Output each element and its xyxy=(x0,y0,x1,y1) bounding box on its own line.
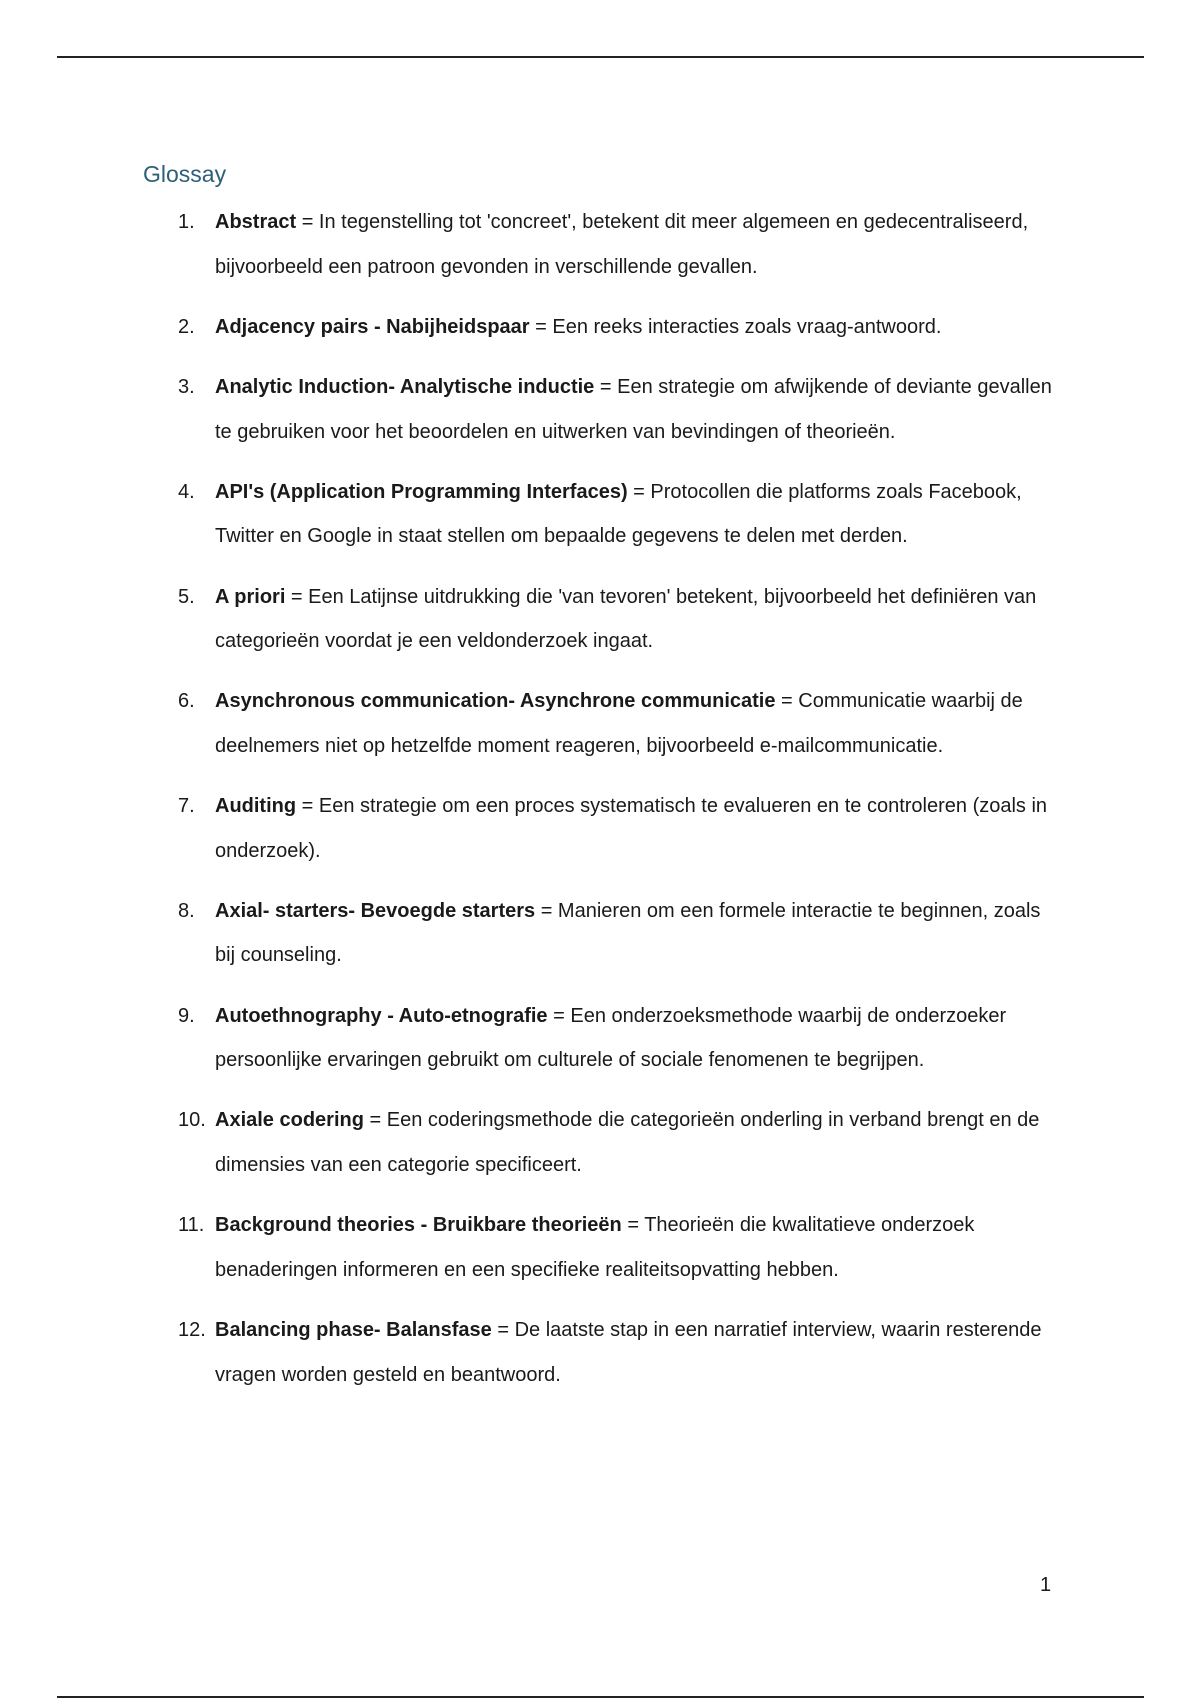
entry-term: Abstract xyxy=(215,211,297,233)
entry-term: Analytic Induction- Analytische inductie xyxy=(215,375,595,398)
entry-number: 2. xyxy=(178,315,195,338)
entry-term: API's (Application Programming Interfaces) xyxy=(215,480,628,503)
entry-definition: = Een Latijnse uitdrukking die 'van tevoren' betekent, bijvoorbeeld het definiëren van categorieën voordat je een veldonderzoek ingaat. xyxy=(215,585,1037,653)
page-number: 1 xyxy=(1040,1574,1052,1596)
entry-definition: = De laatste stap in een narratief interview, waarin resterende vragen worden gesteld en beantwoord. xyxy=(215,1319,1042,1386)
glossary-entry xyxy=(0,994,1060,1083)
entry-number: 8. xyxy=(178,899,195,922)
entry-number: 11. xyxy=(178,1214,205,1237)
glossary-entry xyxy=(0,1203,1060,1292)
glossary-entry xyxy=(0,305,1060,350)
glossary-entry xyxy=(0,1098,1060,1187)
entry-definition: = Een reeks interacties zoals vraag-antwoord. xyxy=(529,315,942,338)
glossary-entry xyxy=(0,200,1060,289)
entry-number: 4. xyxy=(178,480,195,503)
entry-definition: = Protocollen die platforms zoals Facebook, Twitter en Google in staat stellen om bepaalde gegevens te delen met derden. xyxy=(215,480,1022,548)
entry-definition: = Een coderingsmethode die categorieën onderling in verband brengt en de dimensies van een categorie specificeert. xyxy=(215,1109,1040,1177)
entry-number: 1. xyxy=(178,211,195,233)
glossary-entry xyxy=(0,889,1060,978)
glossary-entry xyxy=(0,784,1060,873)
glossary-list xyxy=(0,200,1200,1413)
top-rule xyxy=(57,56,1144,58)
entry-number: 10. xyxy=(178,1109,206,1132)
entry-definition: = Een strategie om een proces systematisch te evalueren en te controleren (zoals in onderzoek). xyxy=(215,795,1048,862)
entry-number: 6. xyxy=(178,690,195,713)
entry-term: Balancing phase- Balansfase xyxy=(215,1319,492,1341)
glossary-heading: Glossay xyxy=(143,161,227,187)
entry-number: 5. xyxy=(178,585,195,608)
glossary-entry xyxy=(0,679,1060,768)
entry-term: A priori xyxy=(215,585,286,608)
entry-definition: = In tegenstelling tot 'concreet', betekent dit meer algemeen en gedecentraliseerd, bijvoorbeeld een patroon gevonden in verschillende gevallen. xyxy=(215,211,1029,278)
glossary-entry xyxy=(0,470,1060,559)
entry-number: 12. xyxy=(178,1319,206,1341)
entry-term: Asynchronous communication- Asynchrone communicatie xyxy=(215,690,776,713)
entry-term: Axiale codering xyxy=(215,1109,364,1132)
glossary-entry xyxy=(0,575,1060,664)
entry-number: 7. xyxy=(178,795,195,818)
bottom-rule xyxy=(57,1696,1144,1698)
entry-definition: = Een onderzoeksmethode waarbij de onderzoeker persoonlijke ervaringen gebruikt om culturele of sociale fenomenen te begrijpen. xyxy=(215,1004,1007,1072)
entry-number: 3. xyxy=(178,375,195,398)
entry-definition: = Een strategie om afwijkende of deviante gevallen te gebruiken voor het beoordelen en uitwerken van bevindingen of theorieën. xyxy=(215,375,1052,443)
entry-definition: = Manieren om een formele interactie te beginnen, zoals bij counseling. xyxy=(215,899,1041,967)
entry-definition: = Theorieën die kwalitatieve onderzoek benaderingen informeren en een specifieke realiteitsopvatting hebben. xyxy=(215,1214,975,1281)
entry-definition: = Communicatie waarbij de deelnemers niet op hetzelfde moment reageren, bijvoorbeeld e-mailcommunicatie. xyxy=(215,690,1023,757)
entry-term: Background theories - Bruikbare theorieën xyxy=(215,1214,622,1237)
entry-term: Axial- starters- Bevoegde starters xyxy=(215,899,536,922)
glossary-entry xyxy=(0,365,1060,454)
glossary-entry xyxy=(0,1308,1060,1397)
entry-term: Auditing xyxy=(215,795,297,818)
entry-term: Adjacency pairs - Nabijheidspaar xyxy=(215,315,530,338)
entry-term: Autoethnography - Auto-etnografie xyxy=(215,1004,548,1027)
entry-number: 9. xyxy=(178,1004,195,1027)
